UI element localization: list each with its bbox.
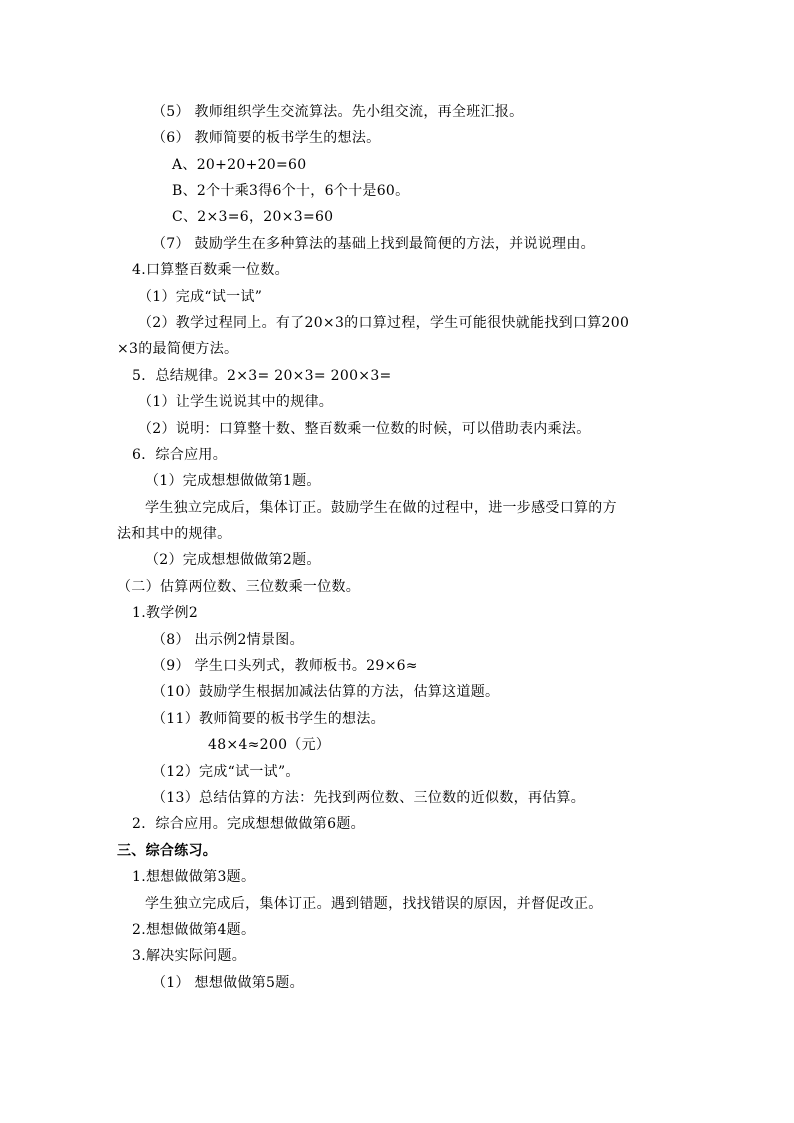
text-line: （11）教师简要的板书学生的想法。 [152, 711, 385, 727]
text-line: 法和其中的规律。 [117, 526, 232, 542]
text-line: A、20+20+20=60 [172, 157, 307, 173]
text-line: 1.教学例2 [132, 605, 199, 621]
text-line: （2）完成想想做做第2题。 [145, 552, 321, 568]
text-line: （1） 想想做做第5题。 [152, 975, 304, 991]
text-line: （10）鼓励学生根据加减法估算的方法，估算这道题。 [152, 684, 500, 700]
text-line: 学生独立完成后，集体订正。鼓励学生在做的过程中，进一步感受口算的方 [145, 500, 617, 516]
text-line: （9） 学生口头列式，教师板书。29×6≈ [152, 658, 418, 674]
text-line: 1.想想做做第3题。 [132, 869, 256, 885]
text-line: 3.解决实际问题。 [132, 948, 247, 964]
text-line: 2.想想做做第4题。 [132, 922, 256, 938]
text-line: 4.口算整百数乘一位数。 [132, 262, 289, 278]
text-line: （1）完成“试一试” [138, 289, 263, 305]
text-line: （7） 鼓励学生在多种算法的基础上找到最简便的方法，并说说理由。 [152, 236, 595, 252]
text-line: （1）完成想想做做第1题。 [145, 473, 321, 489]
text-line: 5．总结规律。2×3= 20×3= 200×3= [132, 368, 392, 384]
text-line: 学生独立完成后，集体订正。遇到错题，找找错误的原因，并督促改正。 [145, 896, 603, 912]
text-line: （5） 教师组织学生交流算法。先小组交流，再全班汇报。 [152, 104, 524, 120]
text-line: C、2×3=6，20×3=60 [172, 209, 334, 225]
text-line: ×3的最简便方法。 [117, 341, 239, 357]
text-line: B、2个十乘3得6个十，6个十是60。 [172, 183, 410, 199]
text-line: 2．综合应用。完成想想做做第6题。 [132, 816, 365, 832]
text-line: （2）教学过程同上。有了20×3的口算过程，学生可能很快就能找到口算200 [138, 315, 630, 331]
text-line: （6） 教师简要的板书学生的想法。 [152, 130, 381, 146]
text-line: （12）完成“试一试”。 [152, 764, 300, 780]
text-line: （13）总结估算的方法：先找到两位数、三位数的近似数，再估算。 [152, 790, 586, 806]
text-line: 48×4≈200（元） [208, 737, 331, 753]
text-line: 6．综合应用。 [132, 447, 228, 463]
text-line: （2）说明：口算整十数、整百数乘一位数的时候，可以借助表内乘法。 [138, 421, 591, 437]
text-line: （1）让学生说说其中的规律。 [138, 394, 334, 410]
text-line: （8） 出示例2情景图。 [152, 632, 304, 648]
section-heading: 三、综合练习。 [117, 843, 218, 859]
section-heading: （二）估算两位数、三位数乘一位数。 [117, 579, 361, 595]
